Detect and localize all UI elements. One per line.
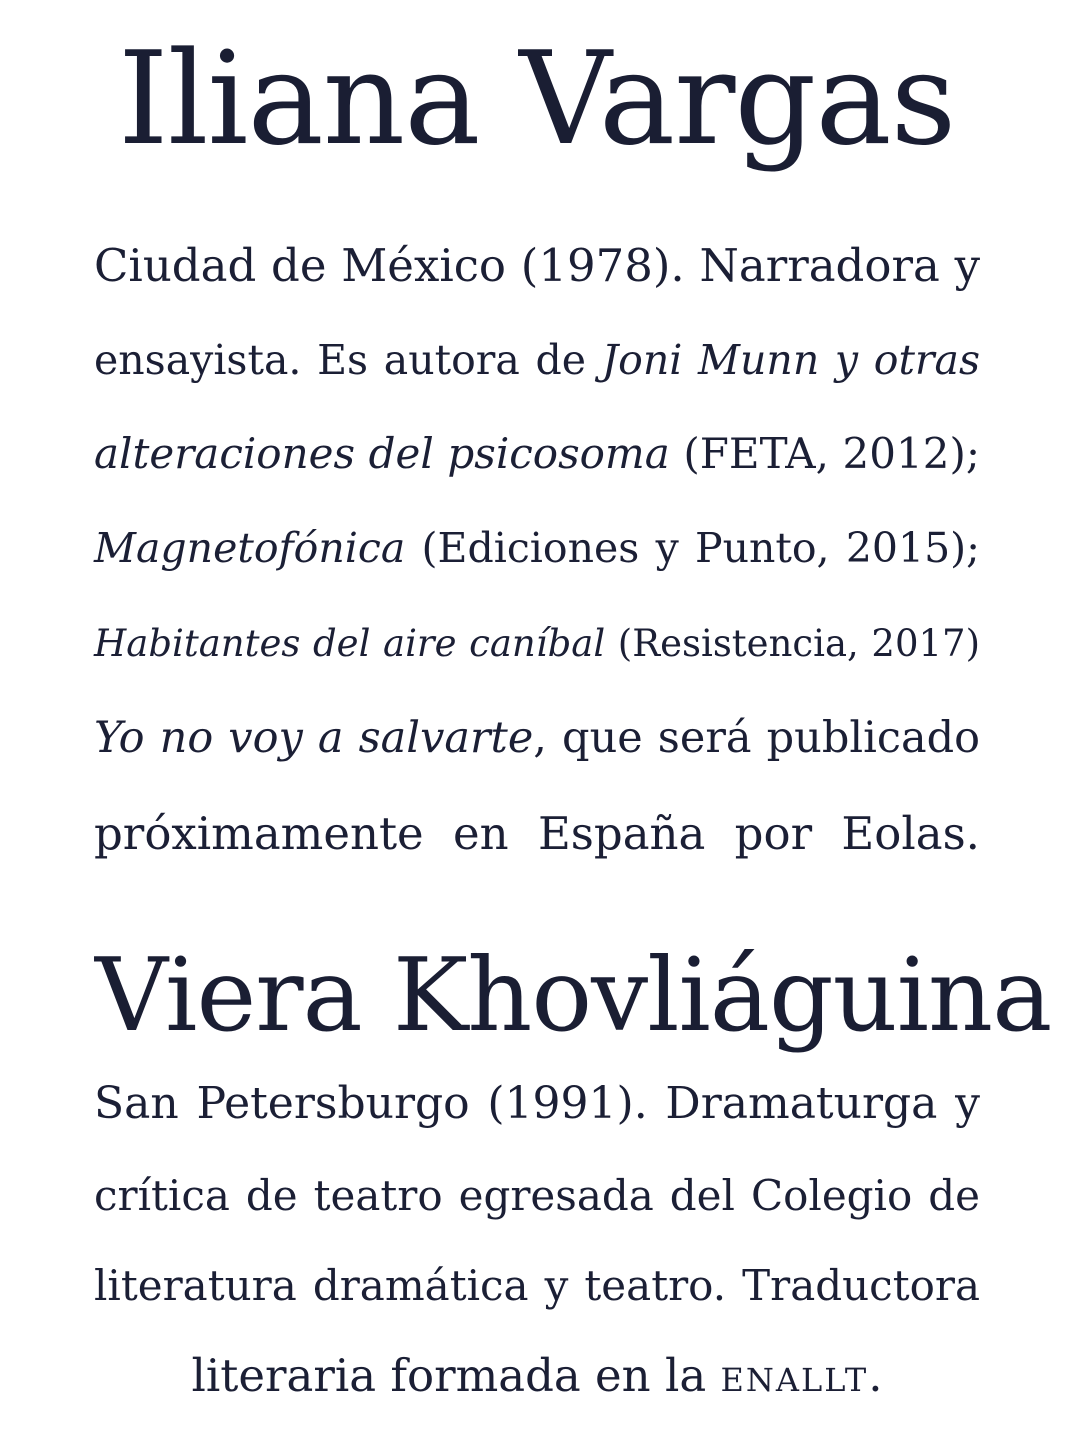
bio-line (94, 424, 980, 484)
book-title: Yo no voy a salvarte (94, 713, 534, 763)
bio-line (94, 1074, 980, 1134)
bio-line (94, 804, 980, 864)
bio-text: San Petersburgo (1991). Dramaturga y (94, 1078, 980, 1129)
bio-text: (FETA, 2012); (669, 429, 980, 478)
bio-text: literaria formada en la (191, 1349, 721, 1402)
bio-line (94, 1166, 980, 1226)
book-title: Habitantes del aire caníbal (94, 622, 606, 665)
bio-line (94, 708, 980, 768)
institution-acronym: enallt (720, 1349, 869, 1402)
bio-text: próximamente en España por Eolas. (94, 807, 980, 860)
bio-line (94, 1256, 980, 1316)
bio-text: , que será publicado (533, 713, 980, 763)
bio-text: (Ediciones y Punto, 2015); (405, 524, 980, 572)
bio-text: ensayista. Es autora de (94, 336, 602, 384)
bio-line (94, 330, 980, 390)
bio-text: . (868, 1349, 883, 1402)
bio-line (94, 518, 980, 578)
book-title: Joni Munn y otras (601, 336, 980, 384)
author-name-viera-khovliaguina: Viera Khovliáguina (95, 936, 1052, 1054)
bio-text: Ciudad de México (1978). Narradora y (94, 239, 980, 292)
bio-line (94, 614, 980, 674)
author-name-iliana-vargas: Iliana Vargas (118, 25, 956, 174)
bio-text: (Resistencia, 2017) (605, 622, 980, 665)
bio-text: literatura dramática y teatro. Traductora (94, 1261, 980, 1310)
bio-line (94, 1346, 980, 1406)
bio-line (94, 236, 980, 296)
book-title: alteraciones del psicosoma (94, 429, 670, 478)
book-title: Magnetofónica (94, 524, 406, 572)
bio-text: crítica de teatro egresada del Colegio de (94, 1171, 980, 1220)
